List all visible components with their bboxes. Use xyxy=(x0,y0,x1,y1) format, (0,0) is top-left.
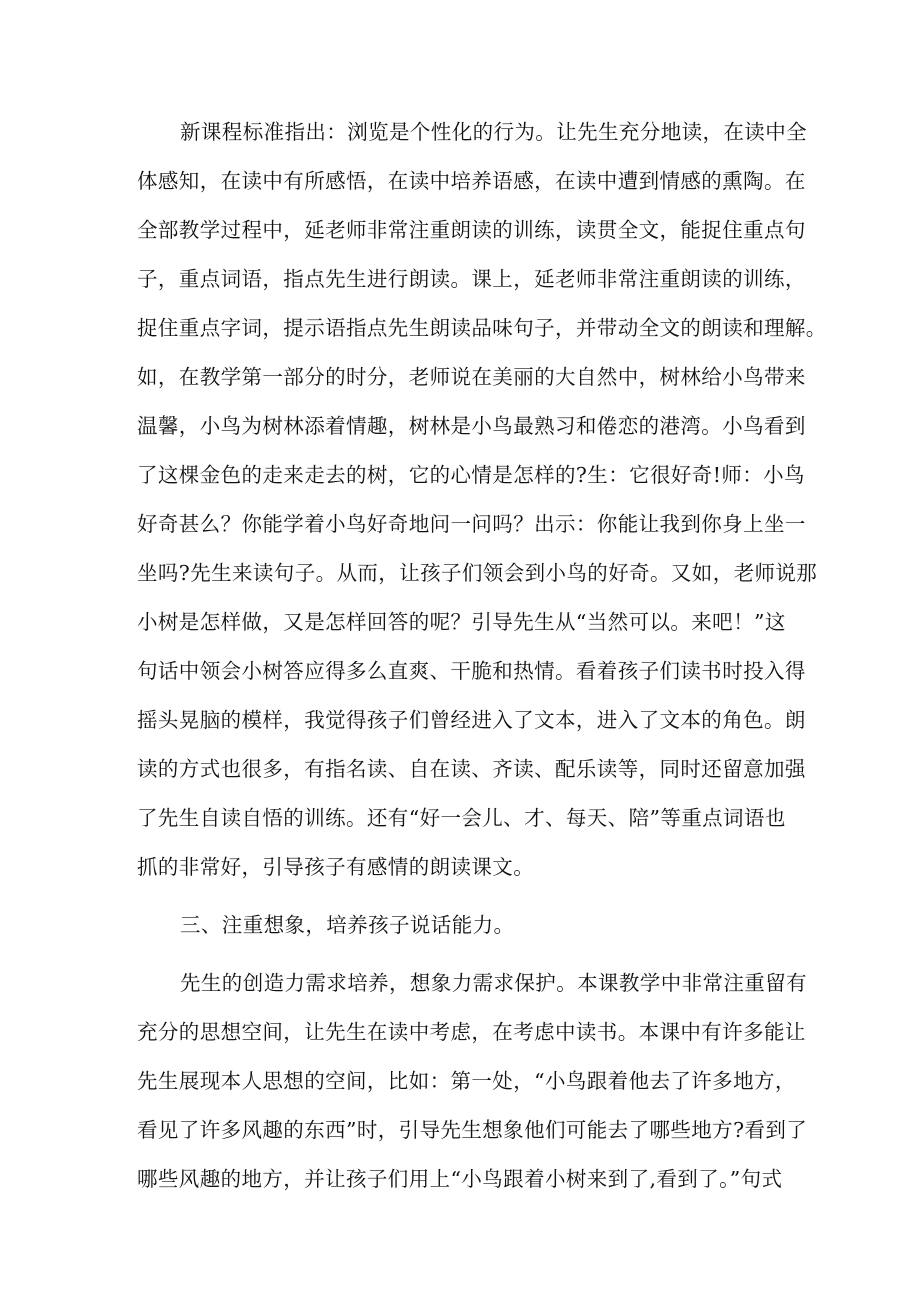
paragraph-1-line-8: 了这棵金色的走来走去的树，它的心情是怎样的?生：它很好奇!师：小鸟 xyxy=(137,463,805,487)
paragraph-1-line-13: 摇头晃脑的模样，我觉得孩子们曾经进入了文本，进入了文本的角色。朗 xyxy=(137,708,806,732)
paragraph-1-line-5: 捉住重点字词，提示语指点先生朗读品味句子，并带动全文的朗读和理解。 xyxy=(137,316,827,340)
paragraph-2-line-4: 看见了许多风趣的东西”时，引导先生想象他们可能去了哪些地方?看到了 xyxy=(137,1118,808,1142)
paragraph-1-line-12: 句话中领会小树答应得多么直爽、干脆和热情。看着孩子们读书时投入得 xyxy=(137,659,806,683)
paragraph-1-line-14: 读的方式也很多，有指名读、自在读、齐读、配乐读等，同时还留意加强 xyxy=(137,757,806,781)
paragraph-1-line-3: 全部教学过程中，延老师非常注重朗读的训练，读贯全文，能捉住重点句 xyxy=(137,218,806,242)
paragraph-1-line-15: 了先生自读自悟的训练。还有“好一会儿、才、每天、陪”等重点词语也 xyxy=(137,806,786,830)
paragraph-1-line-16: 抓的非常好，引导孩子有感情的朗读课文。 xyxy=(137,855,535,879)
paragraph-1-line-7: 温馨，小鸟为树林添着情趣，树林是小鸟最熟习和倦恋的港湾。小鸟看到 xyxy=(137,414,806,438)
paragraph-1-line-1: 新课程标准指出：浏览是个性化的行为。让先生充分地读，在读中全 xyxy=(180,120,807,144)
section-heading: 三、注重想象，培养孩子说话能力。 xyxy=(180,913,515,937)
paragraph-2-line-2: 充分的思想空间，让先生在读中考虑，在考虑中读书。本课中有许多能让 xyxy=(137,1020,806,1044)
paragraph-1-line-11: 小树是怎样做，又是怎样回答的呢？引导先生从“当然可以。来吧！”这 xyxy=(137,610,786,634)
paragraph-2-line-5: 哪些风趣的地方，并让孩子们用上“小鸟跟着小树来到了,看到了。”句式 xyxy=(137,1167,783,1191)
paragraph-1-line-9: 好奇甚么？你能学着小鸟好奇地问一问吗？出示：你能让我到你身上坐一 xyxy=(137,512,806,536)
paragraph-2-line-1: 先生的创造力需求培养，想象力需求保护。本课教学中非常注重留有 xyxy=(180,971,807,995)
paragraph-1-line-2: 体感知，在读中有所感悟，在读中培养语感，在读中遭到情感的熏陶。在 xyxy=(137,169,806,193)
paragraph-1-line-4: 子，重点词语，指点先生进行朗读。课上，延老师非常注重朗读的训练， xyxy=(137,267,806,291)
paragraph-2-line-3: 先生展现本人思想的空间，比如：第一处，“小鸟跟着他去了许多地方， xyxy=(137,1069,796,1093)
paragraph-1-line-10: 坐吗?先生来读句子。从而，让孩子们领会到小鸟的好奇。又如，老师说那 xyxy=(137,561,818,585)
paragraph-1-line-6: 如，在教学第一部分的时分，老师说在美丽的大自然中，树林给小鸟带来 xyxy=(137,365,806,389)
